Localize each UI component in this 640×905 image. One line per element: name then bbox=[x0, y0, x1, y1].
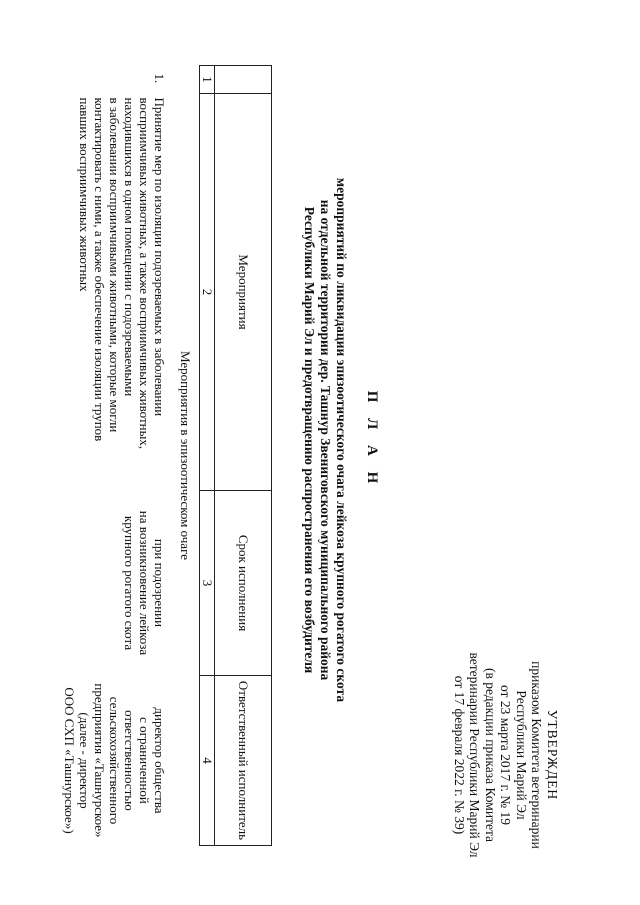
responsible-line: ООО СХП «Ташнурское») bbox=[62, 687, 77, 834]
row-measure-text bbox=[60, 94, 169, 491]
column-number: 1 bbox=[200, 66, 215, 94]
approval-line: (в редакции приказа Комитета bbox=[483, 667, 498, 843]
approval-line: УТВЕРЖДЕН bbox=[545, 709, 560, 801]
subtitle-line: Республики Марий Эл и предотвращению распространения его возбудителя bbox=[302, 206, 317, 674]
column-number: 4 bbox=[200, 676, 215, 846]
subtitle-line: на отдельной территории дер. Ташнур Звениговского муниципального района bbox=[318, 199, 333, 681]
approval-stamp bbox=[452, 605, 561, 905]
document-title: П Л А Н bbox=[364, 390, 380, 490]
table-header-row bbox=[215, 66, 272, 846]
measure-line: Принятие мер по изоляции подозреваемых в заболевании bbox=[152, 97, 167, 417]
plan-table bbox=[60, 65, 272, 846]
approval-line: от 23 марта 2017 г. № 19 bbox=[498, 684, 514, 826]
table-row bbox=[60, 66, 169, 846]
subtitle-line: мероприятий по ликвидации эпизоотического очага лейкоза крупного рогатого скота bbox=[334, 177, 349, 703]
responsible-line: директор общества bbox=[152, 707, 167, 814]
header-cell-number bbox=[215, 66, 272, 94]
approval-line: Республики Марий Эл bbox=[514, 690, 529, 820]
responsible-line: (далее - директор bbox=[77, 712, 92, 809]
term-line: при подозрении bbox=[152, 538, 167, 628]
document-heading bbox=[301, 80, 380, 800]
measure-line: павших восприимчивых животных bbox=[77, 97, 92, 292]
section-title: Мероприятия в эпизоотическом очаге bbox=[169, 66, 200, 846]
measure-line: находившихся в одном помещении с подозреваемыми bbox=[122, 97, 137, 397]
approval-line: приказом Комитета ветеринарии bbox=[529, 661, 545, 849]
header-cell-term: Срок исполнения bbox=[215, 491, 272, 676]
column-numbers-row bbox=[200, 66, 215, 846]
responsible-line: предприятия «Ташнурское» bbox=[92, 683, 107, 838]
measure-line: в заболевании восприимчивыми животными, которые могли bbox=[107, 97, 122, 433]
row-responsible bbox=[60, 676, 169, 846]
header-cell-responsible: Ответственный исполнитель bbox=[215, 676, 272, 846]
responsible-line: ответственностью bbox=[122, 710, 137, 811]
term-line: крупного рогатого скота bbox=[122, 515, 137, 651]
measure-line: контактировать с ними, а также обеспечение изоляции трупов bbox=[92, 97, 107, 442]
term-line: на возникновение лейкоза bbox=[137, 510, 152, 656]
column-number: 3 bbox=[200, 491, 215, 676]
measure-line: восприимчивых животных, а также восприимчивых животных, bbox=[137, 97, 152, 450]
column-number: 2 bbox=[200, 94, 215, 491]
section-row bbox=[169, 66, 200, 846]
responsible-line: сельскохозяйственного bbox=[107, 696, 122, 825]
responsible-line: с ограниченной bbox=[137, 717, 152, 804]
approval-line: ветеринарии Республики Марий Эл bbox=[467, 652, 483, 858]
header-cell-measures: Мероприятия bbox=[215, 94, 272, 491]
approval-line: от 17 февраля 2022 г. № 39) bbox=[452, 675, 467, 835]
row-number: 1. bbox=[152, 73, 167, 84]
row-term bbox=[60, 491, 169, 676]
